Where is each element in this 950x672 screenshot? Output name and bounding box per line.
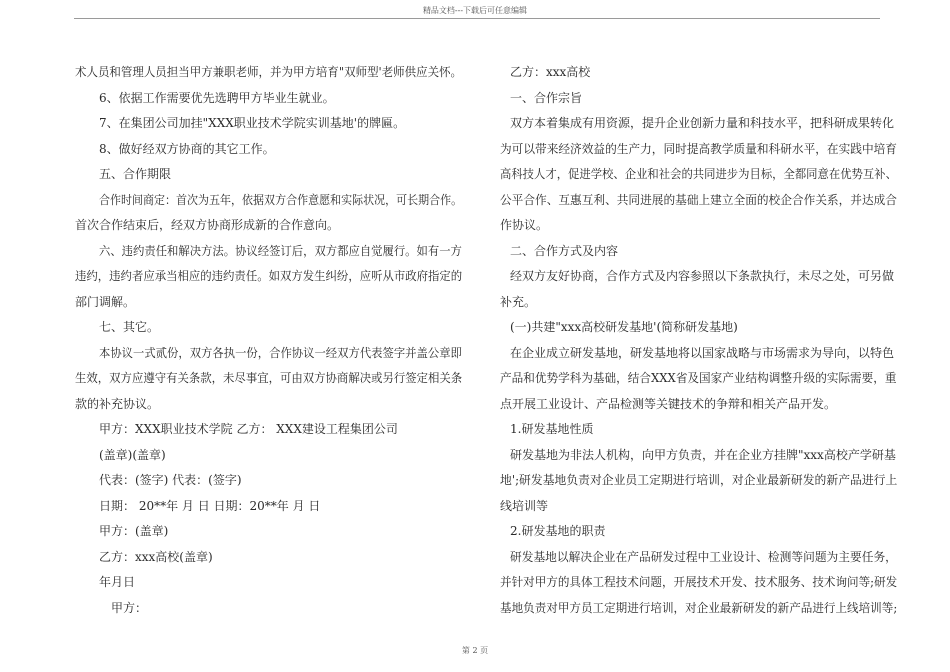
signature-line: 代表：(签字) 代表：(签字): [99, 473, 242, 487]
paragraph-line: 8、做好经双方协商的其它工作。: [99, 141, 275, 156]
paragraph-line: 本协议一式贰份，双方各执一份，合作协议一经双方代表签字并盖公章即: [99, 345, 462, 360]
header-divider: [74, 18, 880, 19]
signature-line: 甲方：(盖章): [99, 524, 169, 538]
subsection-heading: (一)共建"xxx高校研发基地'(简称研发基地): [510, 320, 738, 334]
paragraph-line: 违约，违约者应承当相应的违约责任。如双方发生纠纷，应听从市政府指定的: [75, 269, 463, 283]
signature-line: 日期： 20**年 月 日 日期：20**年 月 日: [99, 498, 321, 513]
paragraph-line: 术人员和管理人员担当甲方兼职老师，并为甲方培育"双师型'老师供应关怀。: [75, 65, 463, 79]
paragraph-line: 首次合作结束后，经双方协商形成新的合作意向。: [75, 218, 340, 232]
paragraph-line: 研发基地以解决企业在产品研发过程中工业设计、检测等问题为主要任务，: [510, 549, 897, 564]
paragraph-line: 公平合作、互惠互利、共同进展的基础上建立全面的校企合作关系，并达成合: [500, 192, 897, 207]
paragraph-line: 7、在集团公司加挂"XXX职业技术学院实训基地'的牌匾。: [99, 116, 406, 130]
signature-line: (盖章)(盖章): [99, 447, 166, 462]
subsection-heading: 2.研发基地的职责: [510, 524, 606, 538]
paragraph-line: 在企业成立研发基地，研发基地将以国家战略与市场需求为导向，以特色: [510, 345, 895, 360]
paragraph-line: 线培训等: [500, 498, 549, 513]
paragraph-line: 作协议。: [500, 218, 549, 232]
page-header: 精品文档---下载后可任意编辑: [422, 6, 528, 15]
signature-line: 乙方：xxx高校: [510, 65, 591, 79]
paragraph-line: 研发基地为非法人机构，向甲方负责，并在企业方挂牌"xxx高校产学研基: [510, 447, 896, 462]
signature-line: 甲方：XXX职业技术学院 乙方： XXX建设工程集团公司: [99, 422, 398, 436]
paragraph-line: 并针对甲方的具体工程技术问题，开展技术开发、技术服务、技术询问等;研发: [500, 575, 898, 589]
section-heading: 二、合作方式及内容: [510, 243, 619, 258]
paragraph-line: 地';研发基地负责对企业员工定期进行培训，对企业最新研发的新产品进行上: [500, 473, 898, 487]
paragraph-line: 产品和优势学科为基础，结合XXX省及国家产业结构调整升级的实际需要，重: [500, 371, 897, 385]
section-heading: 七、其它。: [99, 320, 160, 334]
paragraph-line: 6、依据工作需要优先选聘甲方毕业生就业。: [99, 90, 335, 105]
paragraph-line: 经双方友好协商，合作方式及内容参照以下条款执行，未尽之处，可另做: [510, 269, 895, 283]
paragraph-line: 生效，双方应遵守有关条款，未尽事宜，可由双方协商解决或另行签定相关条: [75, 371, 463, 385]
paragraph-line: 款的补充协议。: [75, 396, 160, 411]
paragraph-line: 点开展工业设计、产品检测等关键技术的争辩和相关产品开发。: [500, 396, 837, 411]
section-heading: 一、合作宗旨: [510, 90, 583, 105]
section-heading: 五、合作期限: [99, 167, 172, 181]
paragraph-line: 六、违约责任和解决方法。协议经签订后，双方都应自觉履行。如有一方: [99, 243, 462, 258]
paragraph-line: 基地负责对甲方员工定期进行培训，对企业最新研发的新产品进行上线培训等;: [500, 600, 898, 615]
subsection-heading: 1.研发基地性质: [510, 422, 594, 436]
signature-line: 乙方：xxx高校(盖章): [99, 549, 213, 564]
signature-line: 甲方：: [111, 600, 148, 615]
paragraph-line: 高科技人才，促进学校、企业和社会的共同进步为目标，全都同意在优势互补、: [500, 167, 897, 181]
paragraph-line: 双方本着集成有用资源，提升企业创新力量和科技水平，把科研成果转化: [510, 116, 895, 130]
page-number: 第 2 页: [461, 646, 489, 655]
paragraph-line: 合作时间商定：首次为五年，依据双方合作意愿和实际状况，可长期合作。: [99, 192, 463, 207]
paragraph-line: 部门调解。: [75, 294, 136, 309]
paragraph-line: 补充。: [500, 294, 537, 309]
signature-line: 年月日: [99, 575, 136, 589]
paragraph-line: 为可以带来经济效益的生产力，同时提高教学质量和科研水平，在实践中培育: [500, 141, 897, 156]
